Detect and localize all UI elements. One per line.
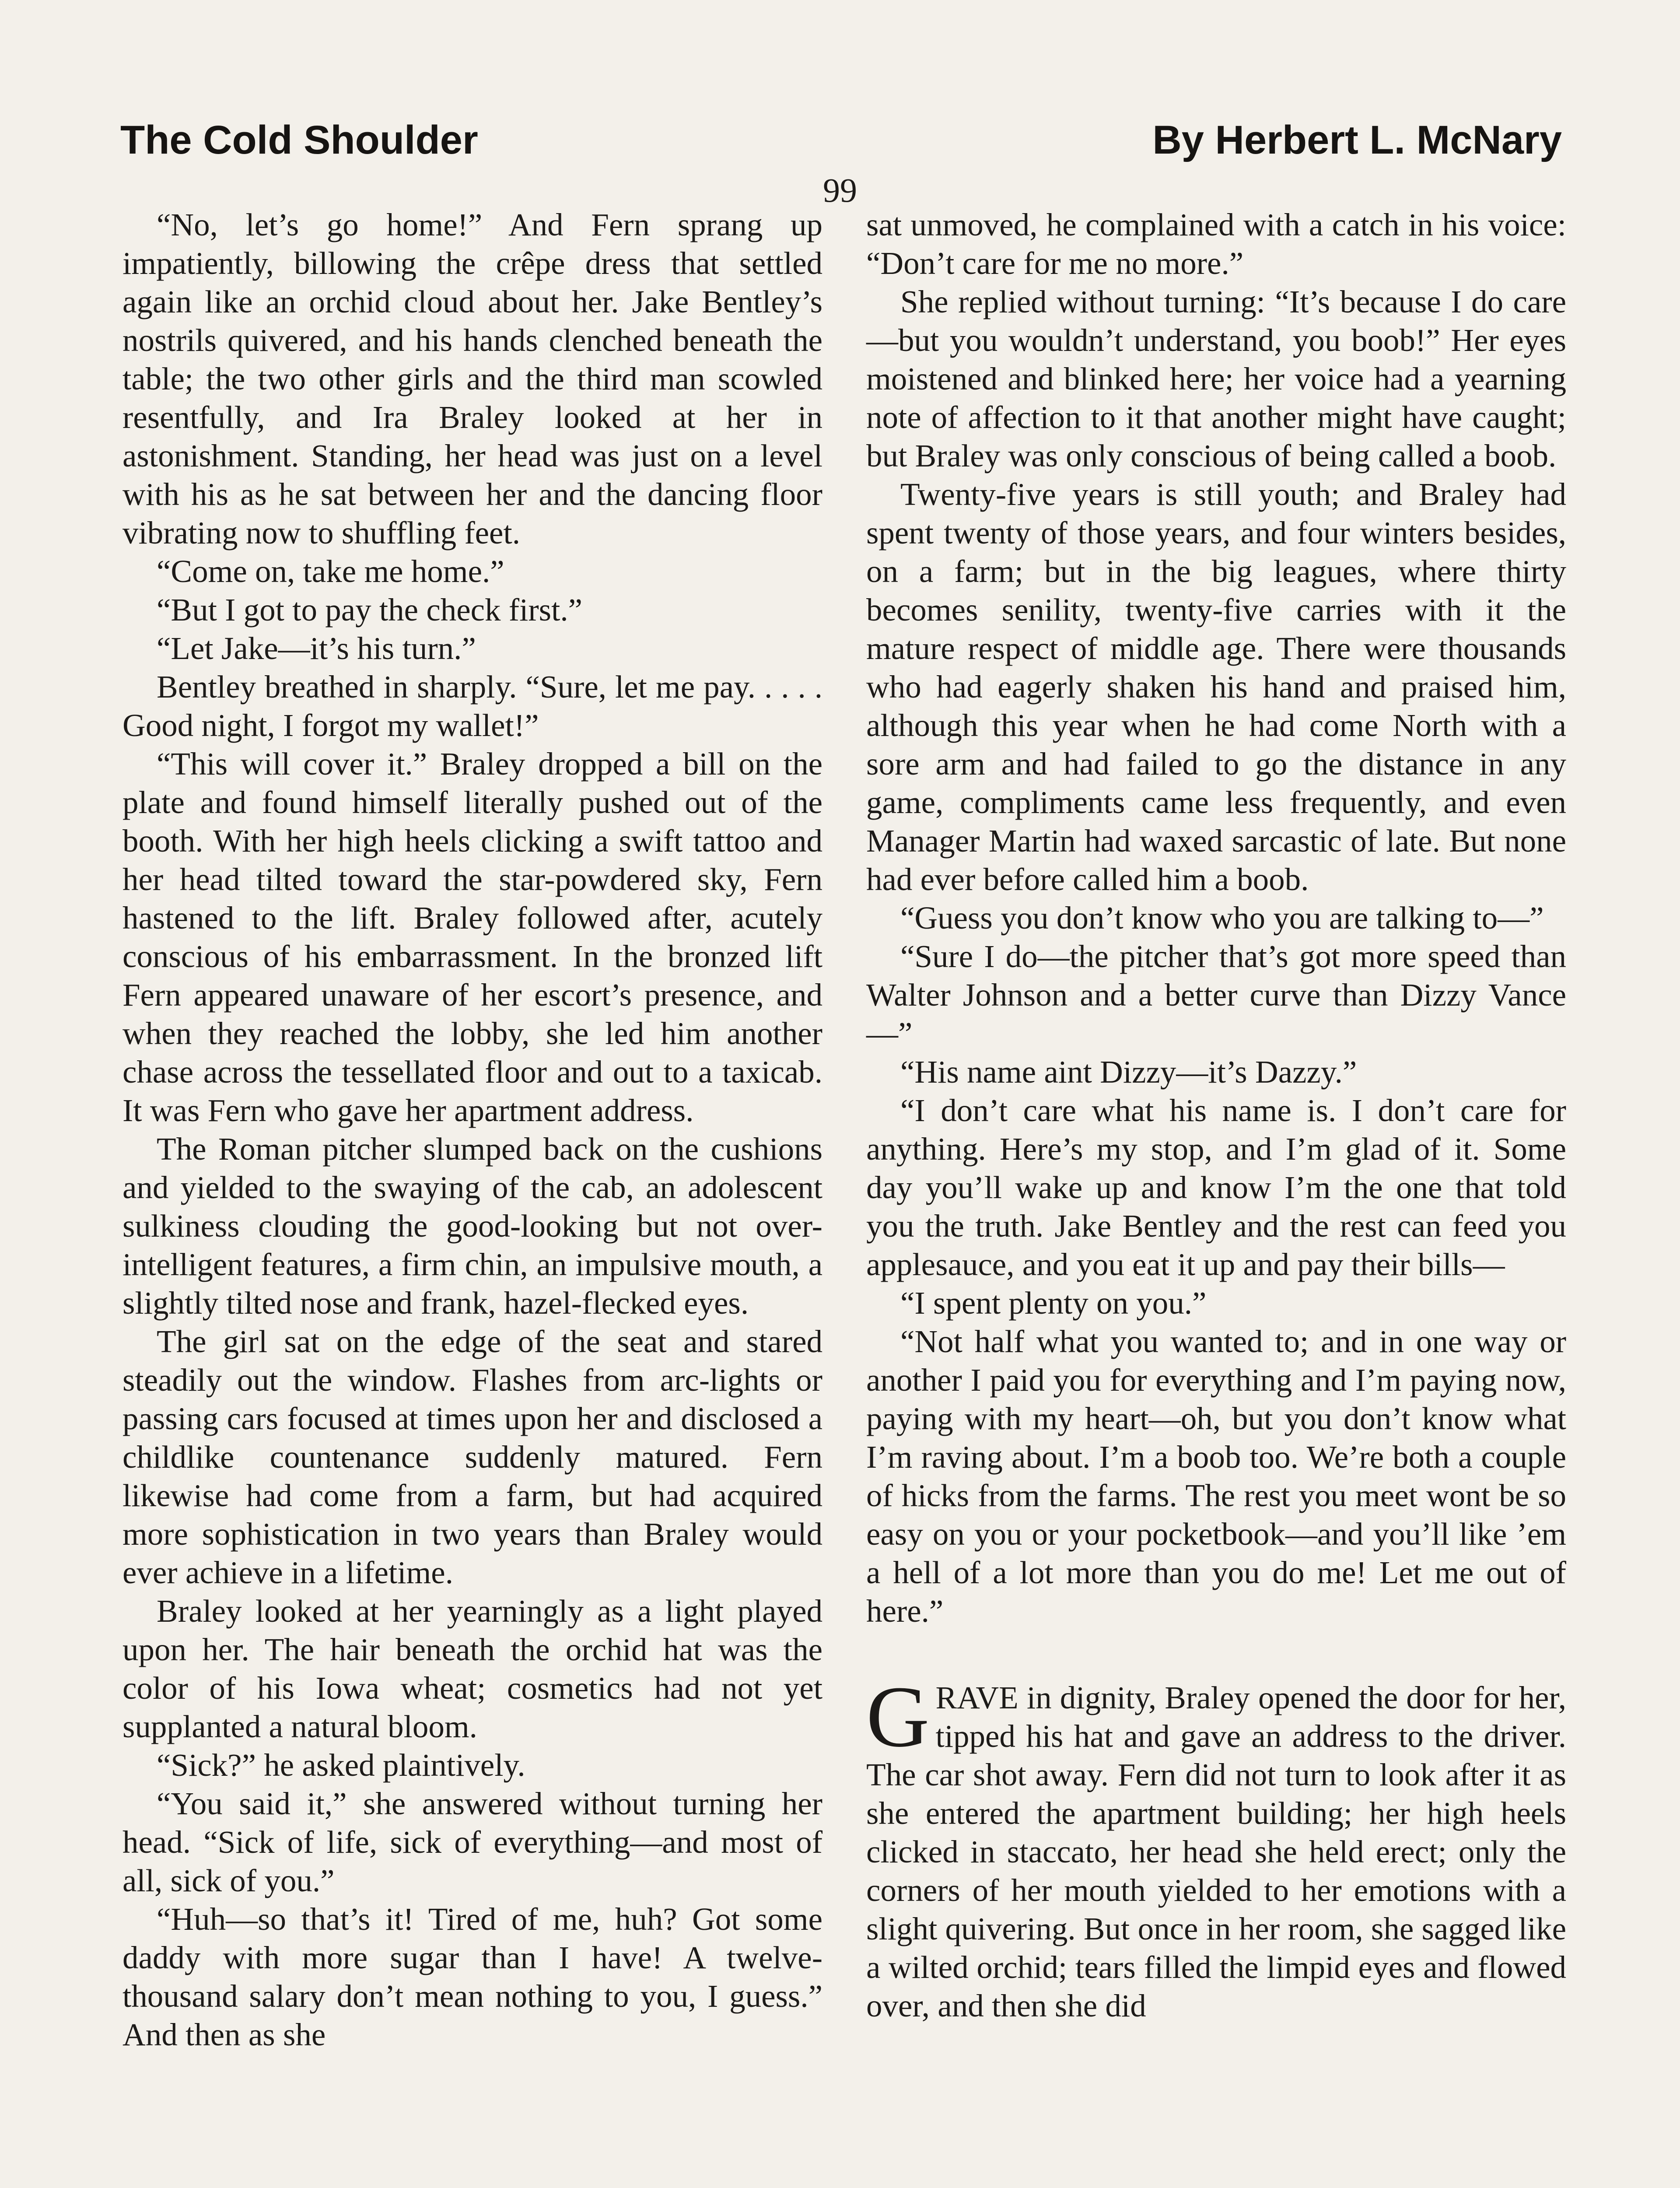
paragraph: Twenty-five years is still youth; and Braley had spent twenty of those years, and four winters besides, on a farm; but in the big leagues, where thirty becomes senility, twenty-five carries with it the mature respect of middle age. There were thousands who had eagerly shaken his hand and praised him, although this year when he had come North with a sore arm and had failed to go the distance in any game, compliments came less frequently, and even Manager Martin had waxed sarcastic of late. But none had ever before called him a boob. bbox=[866, 477, 1566, 897]
section-break-text: RAVE in dignity, Braley opened the door for her, tipped his hat and gave an address to the driver. The car shot away. Fern did not turn to look after it as she entered the apartment building; her high heels clicked in staccato, her head she held erect; only the corners of her mouth yielded to her emotions with a slight quivering. But once in her room, she sagged like a wilted orchid; tears filled the limpid eyes and flowed over, and then she did bbox=[866, 1680, 1566, 2023]
paragraph: “Not half what you wanted to; and in one way or another I paid you for everything and I’m paying now, paying with my heart—oh, but you don’t know what I’m raving about. I’m a boob too. We’re both a couple of hicks from the farms. The rest you meet wont be so easy on you or your pocketbook—and you’ll like ’em a hell of a lot more than you do me! Let me out of here.” bbox=[866, 1324, 1566, 1629]
paragraph: Braley looked at her yearningly as a light played upon her. The hair beneath the orchid hat was the color of his Iowa wheat; cosmetics had not yet supplanted a natural bloom. bbox=[122, 1593, 822, 1744]
author-byline: By Herbert L. McNary bbox=[1152, 118, 1562, 162]
paragraph: “Guess you don’t know who you are talking to—” bbox=[900, 900, 1544, 936]
paragraph: The Roman pitcher slumped back on the cushions and yielded to the swaying of the cab, an adolescent sulkiness clouding the good-looking but not over-intelligent features, a firm chin, an impulsive mouth, a slightly tilted nose and frank, hazel-flecked eyes. bbox=[122, 1131, 822, 1321]
section-break-paragraph bbox=[866, 1669, 1566, 2025]
paragraph: “No, let’s go home!” And Fern sprang up impatiently, billowing the crêpe dress that settled again like an orchid cloud about her. Jake Bentley’s nostrils quivered, and his hands clenched beneath the table; the two other girls and the third man scowled resentfully, and Ira Braley looked at her in astonishment. Standing, her head was just on a level with his as he sat between her and the dancing floor vibrating now to shuffling feet. bbox=[122, 207, 822, 551]
paragraph: Bentley breathed in sharply. “Sure, let me pay. . . . . Good night, I forgot my wallet!” bbox=[122, 669, 822, 743]
paragraph-continued: sat unmoved, he complained with a catch in his voice: “Don’t care for me no more.” bbox=[866, 207, 1566, 281]
paragraph: “I don’t care what his name is. I don’t care for anything. Here’s my stop, and I’m glad of it. Some day you’ll wake up and know I’m the one that told you the truth. Jake Bentley and the rest can feed you applesauce, and you eat it up and pay their bills— bbox=[866, 1093, 1566, 1282]
paragraph: “His name aint Dizzy—it’s Dazzy.” bbox=[900, 1054, 1357, 1090]
paragraph: “Come on, take me home.” bbox=[157, 554, 504, 589]
drop-cap: G bbox=[866, 1669, 930, 1765]
paragraph: “Sick?” he asked plaintively. bbox=[157, 1747, 525, 1783]
story-title: The Cold Shoulder bbox=[120, 118, 478, 162]
paragraph: “Huh—so that’s it! Tired of me, huh? Got some daddy with more sugar than I have! A twelve-thousand salary don’t mean nothing to you, I guess.” And then as she bbox=[122, 1901, 822, 2052]
left-column bbox=[122, 206, 822, 2054]
page-header bbox=[120, 112, 1562, 168]
paragraph: “I spent plenty on you.” bbox=[900, 1285, 1207, 1321]
paragraph: “Let Jake—it’s his turn.” bbox=[157, 631, 476, 666]
paragraph: “This will cover it.” Braley dropped a bill on the plate and found himself literally pushed out of the booth. With her high heels clicking a swift tattoo and her head tilted toward the star-powdered sky, Fern hastened to the lift. Braley followed after, acutely conscious of his embarrassment. In the bronzed lift Fern appeared unaware of her escort’s presence, and when they reached the lobby, she led him another chase across the tessellated floor and out to a taxicab. It was Fern who gave her apartment address. bbox=[122, 746, 822, 1128]
right-column bbox=[866, 206, 1566, 2025]
paragraph: “You said it,” she answered without turning her head. “Sick of life, sick of everything—and most of all, sick of you.” bbox=[122, 1786, 822, 1898]
paragraph: She replied without turning: “It’s because I do care—but you wouldn’t understand, you boob!” Her eyes moistened and blinked here; her voice had a yearning note of affection to it that another might have caught; but Braley was only conscious of being called a boob. bbox=[866, 284, 1566, 473]
paragraph: “But I got to pay the check first.” bbox=[157, 592, 583, 628]
paragraph: “Sure I do—the pitcher that’s got more speed than Walter Johnson and a better curve than Dizzy Vance—” bbox=[866, 939, 1566, 1051]
paragraph: The girl sat on the edge of the seat and stared steadily out the window. Flashes from arc-lights or passing cars focused at times upon her and disclosed a childlike countenance suddenly matured. Fern likewise had come from a farm, but had acquired more sophistication in two years than Braley would ever achieve in a lifetime. bbox=[122, 1324, 822, 1590]
page-number: 99 bbox=[823, 171, 857, 209]
